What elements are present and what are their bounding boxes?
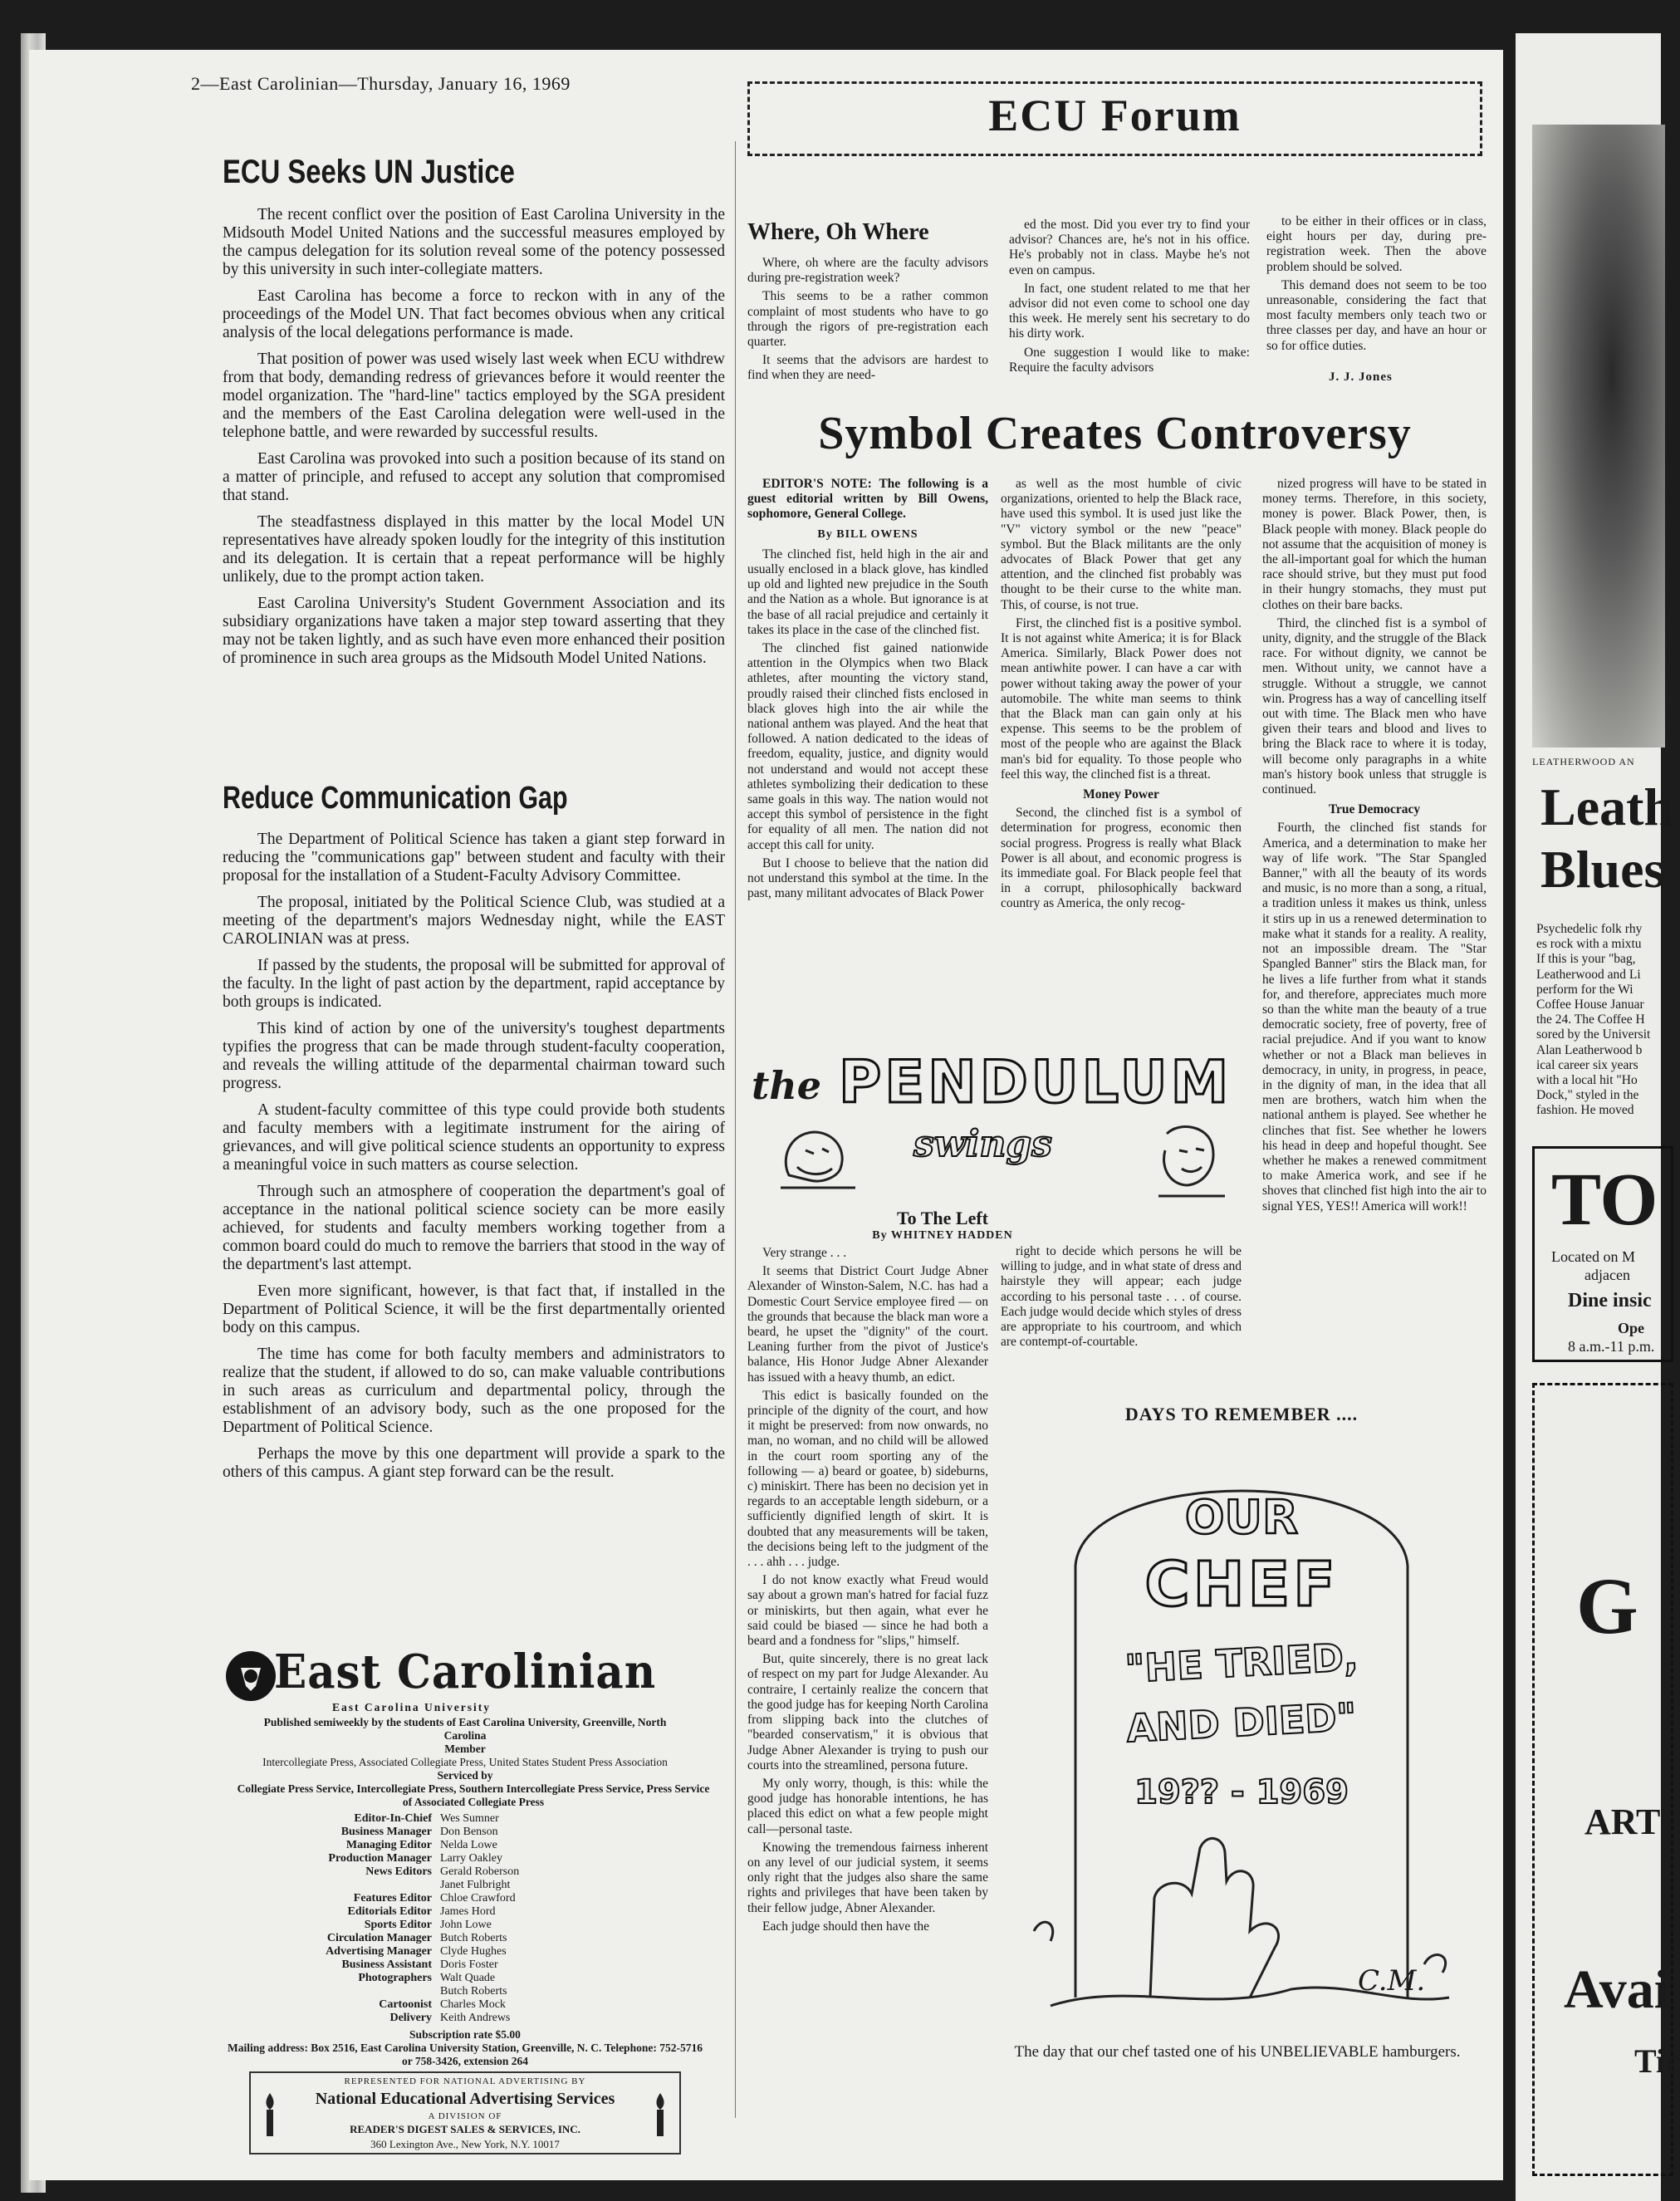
staff-row [241, 1972, 606, 1985]
staff-row [241, 1826, 606, 1839]
staff-row [241, 1945, 606, 1958]
editorial2-body [223, 831, 725, 1490]
staff-role: Business Manager [340, 1826, 432, 1838]
staff-name: Don Benson [440, 1826, 498, 1838]
tomb-dates: 19?? - 1969 [1134, 1773, 1349, 1811]
symbol-sub-democracy: True Democracy [1328, 802, 1421, 817]
staff-name: James Hord [440, 1905, 496, 1918]
staff-role: Circulation Manager [326, 1932, 432, 1944]
staff-role: Features Editor [353, 1892, 432, 1904]
adjacent-article-line: ical career six years [1536, 1057, 1638, 1072]
staff-role: Managing Editor [345, 1839, 432, 1851]
adjacent-ad1-line5: 8 a.m.-11 p.m. [1568, 1338, 1655, 1355]
symbol-col1-wrap [747, 477, 988, 904]
symbol-col3-wrap [1262, 477, 1487, 1218]
ad-line2: National Educational Advertising Services [315, 2090, 615, 2108]
masthead-mailing: Mailing address: Box 2516, East Carolina University Station, Greenville, N. C. Telephone: 752-5716 or 758-3426, extension 264 [228, 2042, 703, 2067]
tomb-line1: OUR [1184, 1491, 1299, 1545]
staff-row [241, 1865, 606, 1879]
staff-name: Butch Roberts [440, 1932, 507, 1944]
adjacent-article-line: es rock with a mixtu [1536, 937, 1642, 952]
adjacent-ad2-avail: Avai [1564, 1959, 1670, 2020]
letter-signature: J. J. Jones [1329, 370, 1393, 384]
editorial1-paragraph: That position of power was used wisely last week when ECU withdrew from that body, demanding redress of grievances before it would reenter the model organization. The "hard-line" tactics employed by the SGA president and the members of the East Carolina delegation were well-used in the telephone battle, and were rewarded by successful results. [223, 350, 725, 441]
staff-name: Janet Fulbright [440, 1879, 511, 1891]
editorial2-paragraph: If passed by the students, the proposal will be submitted for approval of the faculty. In the light of past action by the department, rapid acceptance by both groups is indicated. [223, 957, 725, 1011]
forum-title: ECU Forum [988, 91, 1242, 140]
editorial2-paragraph: The time has come for both faculty members and administrators to realize that the student, if allowed to do so, can make valuable contributions in such areas as curriculum and departmental policy, through the establishment of an advisory body, such as the one proposed for the Department of Political Science. [223, 1346, 725, 1436]
staff-role: Advertising Manager [326, 1945, 432, 1958]
adjacent-ad1 [1532, 1146, 1673, 1362]
adjacent-ad2-tic: Tic [1634, 2042, 1680, 2080]
pendulum-paragraph: This edict is basically founded on the principle of the dignity of the court, and how it might be preserved: from now onwards, no man, no woman, and no child will be allowed in the court room sporting any of the following — a) beard or goatee, b) sideburns, c) miniskirt. There has been no decision yet in regards to an acceptable length sideburn, or a sufficiently dignified length of skirt. It is doubted that any measurements will be taken, the decisions being left to the judgment of the . . . ahh . . . judge. [747, 1388, 988, 1570]
editorial1-paragraph: East Carolina University's Student Government Association and its subsidiary organizations have taken a major step toward asserting that they may not be taken lightly, and as such have even more enhanced their position of prominence in such area groups as the Midsouth Model United Nations. [223, 595, 725, 667]
adjacent-headline1: Leath [1540, 777, 1673, 836]
staff-role: Editorials Editor [347, 1905, 432, 1918]
ad-line4: READER'S DIGEST SALES & SERVICES, INC. [350, 2123, 580, 2135]
staff-name: Charles Mock [440, 1998, 506, 2011]
letter-paragraph: In fact, one student related to me that her advisor did not even come to school one day this week. He merely sent his secretary to do his dirty work. [1009, 281, 1250, 341]
letter-paragraph: It seems that the advisors are hardest to find when they are need- [747, 353, 988, 383]
editorial2-paragraph: The Department of Political Science has taken a giant step forward in reducing the "communications gap" between student and faculty with their proposal for the installation of a Student-Faculty Advisory Committee. [223, 831, 725, 885]
letter-paragraph: Where, oh where are the faculty advisors during pre-registration week? [747, 256, 988, 286]
pendulum-title: PENDULUM [839, 1048, 1232, 1116]
editorial1-headline: ECU Seeks UN Justice [223, 154, 515, 190]
staff-row [241, 1932, 606, 1945]
staff-role [241, 1985, 440, 1998]
column-rule [735, 141, 736, 2118]
symbol-paragraph: nized progress will have to be stated in money terms. Therefore, in this society, money is power. Black Power, then, is Black people with money. Black people do not assume that the acquisition of money is the all-important goal for which the human race should strive, but they must put food in their hungry stomachs, they must put clothes on their bare backs. [1262, 477, 1487, 612]
masthead-served: Collegiate Press Service, Intercollegiate Press, Southern Intercollegiate Press Service, Press Service of Associated Collegiate Press [237, 1782, 710, 1808]
symbol-paragraph: First, the clinched fist is a positive symbol. It is not against white America; it is for Black America. Similarly, Black Power does not mean antiwhite power. I can have a car with power without taking away the power of your automobile. The white man seems to think that the Black man can gain only at his expense. This seems to be the problem of most of the people who are against the Black man's bid for equality. To those people who feel this way, the clinched fist is a threat. [1001, 615, 1242, 782]
masthead-logo [226, 1651, 276, 1701]
letter-paragraph: ed the most. Did you ever try to find your advisor? Chances are, he's not in his office. He's probably not in class. Maybe he's not even on campus. [1009, 218, 1250, 277]
letter-paragraph: One suggestion I would like to make: Require the faculty advisors [1009, 345, 1250, 375]
masthead-staff-list [241, 1812, 606, 2025]
staff-role: Photographers [358, 1972, 432, 1984]
artist-signature: C.M. [1358, 1964, 1426, 1998]
masthead-member: Intercollegiate Press, Associated Collegiate Press, United States Student Press Association [262, 1756, 668, 1768]
staff-row [241, 1985, 606, 1998]
editorial1-paragraph: The recent conflict over the position of East Carolina University in the Midsouth Model United Nations and the successful measures employed by the campus delegation for its solution reveal some of the potency possessed by this university in such inter-collegiate matters. [223, 206, 725, 278]
editorial2-paragraph: Through such an atmosphere of cooperation the department's goal of acceptance in the national political science society can be more easily achieved, for students and faculty members working together from a common board could do much to remove the barriers that stood in the way of the department's last attempt. [223, 1183, 725, 1273]
editorial2-paragraph: A student-faculty committee of this type could provide both students and faculty members with a legitimate instrument for the airing of grievances, and will give political science students an opportunity to express a meaningful voice in such matters as course selection. [223, 1101, 725, 1174]
national-ad-box [249, 2071, 681, 2154]
staff-role: Editor-In-Chief [354, 1812, 432, 1825]
tomb-line4: AND DIED" [1125, 1694, 1358, 1752]
adjacent-article [1536, 922, 1669, 1119]
letter-col2 [1009, 218, 1250, 379]
ad-line5: 360 Lexington Ave., New York, N.Y. 10017 [370, 2138, 560, 2150]
staff-name: Keith Andrews [440, 2012, 511, 2024]
pendulum-the: the [752, 1063, 821, 1108]
symbol-paragraph: The clinched fist, held high in the air and usually enclosed in a black glove, has kindled up old and lighted new prejudice in the South and the Nation as a whole. But ignorance is at the base of all racial prejudice and certainly it takes its place in the case of the clinched fist. [747, 547, 988, 637]
staff-row [241, 1892, 606, 1905]
adjacent-ad1-line3: Dine insic [1568, 1290, 1652, 1311]
symbol-col2 [1001, 477, 1242, 782]
pendulum-swings: swings [913, 1123, 1052, 1165]
staff-role: Sports Editor [364, 1919, 432, 1931]
symbol-col2b [1001, 806, 1242, 911]
pendulum-paragraph: I do not know exactly what Freud would say about a grown man's hatred for facial fuzz or miniskirts, but then again, what ever he said could be biased — since he had both a beard and a fondness for "slips," himself. [747, 1573, 988, 1649]
adjacent-article-line: Leatherwood and Li [1536, 967, 1641, 982]
staff-name: Doris Foster [440, 1958, 498, 1971]
editorial2-paragraph: Even more significant, however, is that fact that, if installed in the Department of Political Science, it will be the first departmentally oriented body on this campus. [223, 1282, 725, 1336]
pendulum-paragraph: But, quite sincerely, there is no great lack of respect on my part for Judge Alexander. Au contraire, I certainly realize the concern that the good judge has for keeping North Carolina from slipping back into the clutches of "bearded conservatism," it is obvious that Judge Abner Alexander is trying to push our courts into the streamlined, persona future. [747, 1652, 988, 1772]
editorial2-paragraph: This kind of action by one of the university's toughest departments typifies the progress that can be made through student-faculty cooperation, and reveals the willing attitude of the deparmental chairman toward such progress. [223, 1020, 725, 1092]
masthead-served-label: Serviced by [437, 1769, 493, 1782]
pendulum-byline: By WHITNEY HADDEN [872, 1229, 1013, 1242]
adjacent-article-line: the 24. The Coffee H [1536, 1012, 1645, 1027]
adjacent-ad2 [1532, 1383, 1680, 2176]
letter-paragraph: This demand does not seem to be too unreasonable, considering the fact that most faculty members only teach two or three classes per day, and have an hour or so for office duties. [1266, 277, 1487, 353]
adjacent-article-line: sored by the Universit [1536, 1027, 1651, 1042]
symbol-col3 [1262, 477, 1487, 797]
cartoon-title: DAYS TO REMEMBER .... [1124, 1404, 1359, 1424]
staff-row [241, 1839, 606, 1852]
staff-name: Butch Roberts [440, 1985, 507, 1998]
adjacent-article-line: If this is your "bag, [1536, 952, 1636, 967]
staff-row [241, 1812, 606, 1826]
pendulum-col2 [1001, 1244, 1242, 1353]
adjacent-photo [1532, 125, 1665, 748]
staff-name: Walt Quade [440, 1972, 496, 1984]
adjacent-ad1-line2: adjacen [1584, 1267, 1630, 1283]
symbol-paragraph: Third, the clinched fist is a symbol of unity, dignity, and the struggle of the Black race. For without dignity, we cannot be men. Without unity, we cannot have a struggle. Without a struggle, we cannot win. Progress has a way of cancelling itself out with time. The Black men who have given their tears and blood and lives to bring the Black race to where it is today, will become only paragraphs in a white man's history book unless that struggle is continued. [1262, 615, 1487, 797]
staff-row [241, 1905, 606, 1919]
symbol-col3b [1262, 821, 1487, 1213]
editorial2-headline: Reduce Communication Gap [223, 781, 568, 816]
symbol-paragraph: Second, the clinched fist is a symbol of determination for progress, economic then social progress. Progress is really what Black Power is all about, and economic progress is its immediate goal. For Black people feel that in a corrupt, philosophically backward country as America, the only recog- [1001, 806, 1242, 911]
tomb-line3: "HE TRIED, [1124, 1634, 1359, 1692]
staff-role: Delivery [389, 2012, 432, 2024]
caricature-right-icon [1142, 1117, 1233, 1204]
symbol-headline: Symbol Creates Controversy [818, 408, 1412, 459]
symbol-paragraph: But I choose to believe that the nation did not understand this symbol at the time. In the past, many militant advocates of Black Power [747, 855, 988, 901]
letter-col3 [1266, 214, 1487, 357]
pendulum-headline: To The Left [896, 1208, 989, 1228]
ad-line3: A DIVISION OF [428, 2111, 502, 2121]
caricature-left-icon [772, 1117, 864, 1196]
adjacent-ad2-art: ART [1584, 1801, 1661, 1842]
staff-name: Chloe Crawford [440, 1892, 516, 1904]
editorial2-paragraph: The proposal, initiated by the Political Science Club, was studied at a meeting of the department's majors Wednesday night, while the EAST CAROLINIAN was at press. [223, 894, 725, 948]
tomb-line2: CHEF [1144, 1549, 1339, 1620]
staff-name: Nelda Lowe [440, 1839, 497, 1851]
adjacent-page [1516, 33, 1680, 2201]
adjacent-headline2: Blues [1540, 840, 1665, 899]
staff-row [241, 1879, 606, 1892]
staff-role [241, 1879, 440, 1892]
staff-row [241, 1998, 606, 2012]
editorial2-paragraph: Perhaps the move by this one department will provide a spark to the others of this campus. A giant step forward can be the result. [223, 1445, 725, 1481]
editorial1-paragraph: East Carolina has become a force to reckon with in any of the proceedings of the Model UN. That fact becomes obvious when any critical analysis of the local delegations performance is made. [223, 287, 725, 341]
masthead-subname: East Carolina University [332, 1701, 492, 1713]
editorial1-paragraph: The steadfastness displayed in this matter by the local Model UN representatives have already spoken loudly for the integrity of this institution and its delegation. It is certain that a repeat performance will be highly unlikely, due to the prompt action taken. [223, 513, 725, 586]
staff-row [241, 1958, 606, 1972]
pendulum-col1 [747, 1246, 988, 1938]
adjacent-ad1-line1: Located on M [1551, 1248, 1635, 1265]
adjacent-article-line: Alan Leatherwood b [1536, 1042, 1643, 1057]
cartoon-caption: The day that our chef tasted one of his UNBELIEVABLE hamburgers. [1014, 2043, 1461, 2061]
staff-role: Business Assistant [341, 1958, 432, 1971]
editorial1-paragraph: East Carolina was provoked into such a position because of its stand on a matter of principle, and refused to accept any solution that compromised that stand. [223, 450, 725, 504]
letter-headline: Where, Oh Where [747, 219, 929, 245]
adjacent-ad1-line4: Ope [1618, 1320, 1645, 1336]
staff-row [241, 1919, 606, 1932]
adjacent-article-line: Coffee House Januar [1536, 998, 1644, 1012]
editorial1-body [223, 206, 725, 676]
pendulum-paragraph: right to decide which persons he will be willing to judge, and in what state of dress and hairstyle they will appear; each judge according to his personal taste . . . of course. Each judge would decide which styles of dress are appropriate to his courtroom, and which are contempt-of-courtable. [1001, 1244, 1242, 1350]
pendulum-paragraph: It seems that District Court Judge Abner Alexander of Winston-Salem, N.C. has had a Domestic Court Service employee fired — on the grounds that because the black man wore a beard, he upset the "dignity" of the court. Leaning further from the pivot of Justice's balance, His Honor Judge Abner Alexander has issued with a heavy thumb, an edict. [747, 1264, 988, 1385]
letter-col1 [747, 256, 988, 387]
adjacent-article-line: Psychedelic folk rhy [1536, 922, 1643, 936]
staff-name: Gerald Roberson [440, 1865, 520, 1878]
symbol-col1 [747, 547, 988, 902]
ad-line1: REPRESENTED FOR NATIONAL ADVERTISING BY [344, 2076, 586, 2086]
symbol-paragraph: Fourth, the clinched fist stands for America, and a determination to make her way of life work. "The Star Spangled Banner," with all the beauty of its words and music, is no more than a song, a ritual, a tradition unless it makes us think, unless it stirs up in us a renewed determination to make what it stands for a reality. A reality, not an impossible dream. The "Star Spangled Banner" stirs the Black man, for he lives a life further from what it stands for, and therefore, appreciates much more so than the white man the beauty of a true democratic society, free of poverty, free of racial prejudice. And if you want to know whether or not a Black man believes in democracy, in unity, in progress, in peace, in the dignity of man, in the idea that all men are brothers, watch him when the national anthem is played. See whether he clinches that fist. See whether he lowers his head in deep and hopeful thought. See whether he makes a renewed commitment to make America work, and see if he shoves that clinched fist high into the air to signal YES, YES!! America will work!! [1262, 821, 1487, 1213]
staff-name: Larry Oakley [440, 1852, 503, 1865]
pendulum-paragraph: Each judge should then have the [762, 1919, 930, 1934]
adjacent-photo-caption: LEATHERWOOD AN [1532, 756, 1635, 767]
letter-paragraph: to be either in their offices or in class, eight hours per day, during pre-registration week. Then the above problem should be solved. [1266, 214, 1487, 274]
symbol-paragraph: The clinched fist gained nationwide attention in the Olympics when two Black athletes, after mounting the victory stand, proudly raised their clinched fists enclosed in black gloves high into the air while the national anthem was played. And the heat that followed. A nation dedicated to the ideas of freedom, equality, justice, and dignity would not understand and would not accept these athletes symbolizing their dedication to these same goals in this way. The nation would not accept this symbol of persistence in the fight for equality of all men. The nation did not accept this call for unity. [747, 641, 988, 852]
adjacent-article-line: perform for the Wi [1536, 982, 1633, 997]
masthead-subscription: Subscription rate $5.00 [409, 2028, 521, 2041]
staff-name: John Lowe [440, 1919, 492, 1931]
adjacent-ad2-g: G [1576, 1561, 1638, 1650]
masthead-member-label: Member [444, 1743, 486, 1755]
letter-paragraph: This seems to be a rather common complaint of most students who have to go through the rigors of pre-registration each quarter. [747, 289, 988, 350]
pendulum-paragraph: Knowing the tremendous fairness inherent on any level of our judicial system, it seems only right that the judges also share the same rights and privileges that have been taken by their fellow judge, Abner Alexander. [747, 1840, 988, 1915]
staff-name: Wes Sumner [440, 1812, 499, 1825]
adjacent-article-line: Dock," styled in the [1536, 1088, 1639, 1103]
staff-role: Cartoonist [379, 1998, 432, 2011]
cartoon-illustration [1001, 1433, 1482, 2031]
staff-role: Production Manager [328, 1852, 432, 1865]
pendulum-paragraph: Very strange . . . [762, 1246, 847, 1260]
symbol-editor-note: EDITOR'S NOTE: The following is a guest editorial written by Bill Owens, sophomore, General College. [747, 477, 988, 522]
symbol-byline: By BILL OWENS [817, 527, 918, 541]
masthead-title: East Carolinian [274, 1645, 657, 1699]
staff-name: Clyde Hughes [440, 1945, 507, 1958]
adjacent-ad1-big: TO [1551, 1159, 1658, 1241]
symbol-sub-money: Money Power [1083, 787, 1159, 802]
symbol-col2-wrap [1001, 477, 1242, 915]
staff-row [241, 1852, 606, 1865]
symbol-paragraph: as well as the most humble of civic organizations, oriented to help the Black race, have used this symbol. It is used just like the "V" victory symbol or the new "peace" symbol. But the Black militants are the only advocates of Black Power that get any attention, and the clinched fist probably was thought to be their curse to the white man. This, of course, is not true. [1001, 477, 1242, 612]
staff-row [241, 2012, 606, 2025]
masthead-published: Published semiweekly by the students of East Carolina University, Greenville, North Carolina [263, 1716, 667, 1742]
adjacent-article-line: with a local hit "Ho [1536, 1073, 1638, 1088]
page-folio: 2—East Carolinian—Thursday, January 16, 1969 [191, 73, 571, 94]
staff-role: News Editors [365, 1865, 432, 1878]
pendulum-paragraph: My only worry, though, is this: while the good judge has honorable intentions, he has placed this edict on what a few people might call—personal taste. [747, 1776, 988, 1836]
adjacent-article-line: fashion. He moved [1536, 1103, 1634, 1118]
